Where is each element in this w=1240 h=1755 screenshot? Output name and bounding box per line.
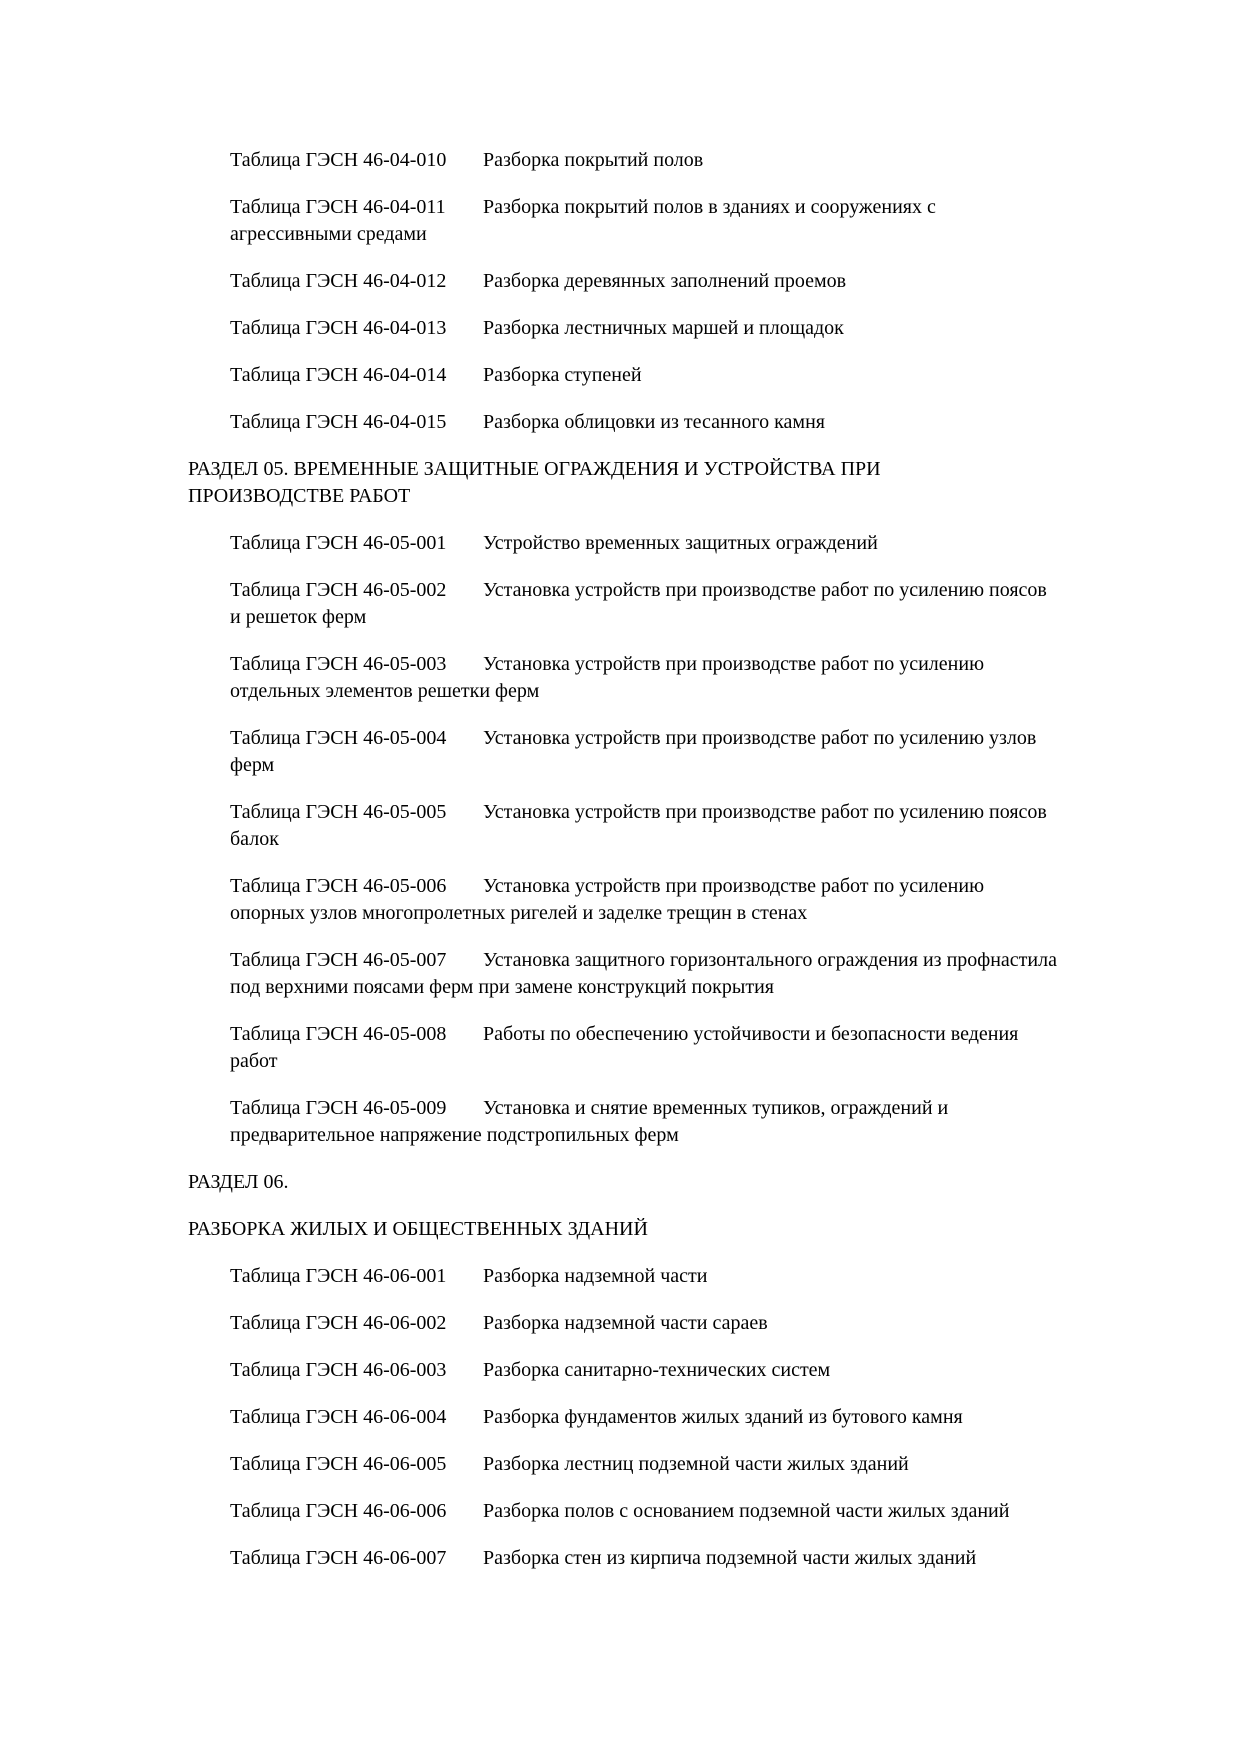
table-title: Работы по обеспечению устойчивости и безопасности ведения работ bbox=[230, 1023, 1019, 1072]
toc-entry-46-06-001 bbox=[230, 1263, 1060, 1290]
table-code: Таблица ГЭСН 46-05-003 bbox=[230, 653, 447, 675]
table-title: Установка устройств при производстве работ по усилению отдельных элементов решетки ферм bbox=[230, 653, 985, 702]
toc-entry-46-06-004 bbox=[230, 1404, 1060, 1431]
table-code: Таблица ГЭСН 46-04-012 bbox=[230, 270, 447, 292]
table-title: Устройство временных защитных ограждений bbox=[483, 532, 878, 554]
table-code: Таблица ГЭСН 46-06-002 bbox=[230, 1312, 447, 1334]
toc-entry-46-05-001 bbox=[230, 530, 1060, 557]
table-code: Таблица ГЭСН 46-05-005 bbox=[230, 801, 447, 823]
table-title: Установка устройств при производстве работ по усилению поясов балок bbox=[230, 801, 1047, 850]
toc-entry-46-06-007 bbox=[230, 1545, 1060, 1572]
table-code: Таблица ГЭСН 46-05-006 bbox=[230, 875, 447, 897]
toc-entry-46-05-005 bbox=[230, 799, 1060, 853]
table-code: Таблица ГЭСН 46-06-001 bbox=[230, 1265, 447, 1287]
section-heading-line: ПРОИЗВОДСТВЕ РАБОТ bbox=[188, 485, 411, 507]
section-heading-05 bbox=[188, 456, 1060, 510]
section-heading-line: РАЗДЕЛ 05. ВРЕМЕННЫЕ ЗАЩИТНЫЕ ОГРАЖДЕНИЯ И УСТРОЙСТВА ПРИ bbox=[188, 458, 881, 480]
table-title: Разборка фундаментов жилых зданий из бутового камня bbox=[483, 1406, 963, 1428]
table-title: Установка устройств при производстве работ по усилению узлов ферм bbox=[230, 727, 1037, 776]
toc-entry-46-05-007 bbox=[230, 947, 1060, 1001]
table-code: Таблица ГЭСН 46-05-002 bbox=[230, 579, 447, 601]
table-title: Разборка покрытий полов bbox=[483, 149, 704, 171]
toc-entry-46-04-013 bbox=[230, 315, 1060, 342]
table-code: Таблица ГЭСН 46-04-015 bbox=[230, 411, 447, 433]
table-title: Разборка лестничных маршей и площадок bbox=[483, 317, 844, 339]
toc-entry-46-06-005 bbox=[230, 1451, 1060, 1478]
table-title: Разборка деревянных заполнений проемов bbox=[483, 270, 847, 292]
toc-entry-46-05-008 bbox=[230, 1021, 1060, 1075]
toc-entry-46-05-009 bbox=[230, 1095, 1060, 1149]
table-title: Установка и снятие временных тупиков, ограждений и предварительное напряжение подстропильных ферм bbox=[230, 1097, 949, 1146]
table-title: Разборка покрытий полов в зданиях и сооружениях с агрессивными средами bbox=[230, 196, 936, 245]
table-code: Таблица ГЭСН 46-05-007 bbox=[230, 949, 447, 971]
table-code: Таблица ГЭСН 46-06-003 bbox=[230, 1359, 447, 1381]
toc-entry-46-06-006 bbox=[230, 1498, 1060, 1525]
table-code: Таблица ГЭСН 46-05-008 bbox=[230, 1023, 447, 1045]
section-heading-line: РАЗБОРКА ЖИЛЫХ И ОБЩЕСТВЕННЫХ ЗДАНИЙ bbox=[188, 1218, 648, 1240]
toc-entry-46-04-010 bbox=[230, 147, 1060, 174]
table-code: Таблица ГЭСН 46-04-010 bbox=[230, 149, 447, 171]
table-title: Разборка стен из кирпича подземной части жилых зданий bbox=[483, 1547, 977, 1569]
table-title: Установка устройств при производстве работ по усилению поясов и решеток ферм bbox=[230, 579, 1047, 628]
table-title: Установка устройств при производстве работ по усилению опорных узлов многопролетных ригелей и заделке трещин в стенах bbox=[230, 875, 985, 924]
table-title: Разборка полов с основанием подземной части жилых зданий bbox=[483, 1500, 1010, 1522]
table-title: Разборка надземной части bbox=[483, 1265, 708, 1287]
table-title: Разборка облицовки из тесанного камня bbox=[483, 411, 825, 433]
toc-entry-46-06-002 bbox=[230, 1310, 1060, 1337]
table-code: Таблица ГЭСН 46-06-004 bbox=[230, 1406, 447, 1428]
table-code: Таблица ГЭСН 46-06-006 bbox=[230, 1500, 447, 1522]
table-title: Разборка лестниц подземной части жилых зданий bbox=[483, 1453, 909, 1475]
table-title: Разборка санитарно-технических систем bbox=[483, 1359, 831, 1381]
table-code: Таблица ГЭСН 46-06-007 bbox=[230, 1547, 447, 1569]
section-heading-06 bbox=[188, 1169, 1060, 1196]
section-heading-line: РАЗДЕЛ 06. bbox=[188, 1171, 289, 1193]
toc-entry-46-05-003 bbox=[230, 651, 1060, 705]
table-title: Разборка ступеней bbox=[483, 364, 642, 386]
toc-entry-46-04-015 bbox=[230, 409, 1060, 436]
toc-entry-46-05-006 bbox=[230, 873, 1060, 927]
toc-entry-46-05-004 bbox=[230, 725, 1060, 779]
toc-entry-46-04-012 bbox=[230, 268, 1060, 295]
table-title: Установка защитного горизонтального ограждения из профнастила под верхними поясами ферм при замене конструкций покрытия bbox=[230, 949, 1057, 998]
toc-entry-46-04-014 bbox=[230, 362, 1060, 389]
section-heading-06-title bbox=[188, 1216, 1060, 1243]
table-code: Таблица ГЭСН 46-04-014 bbox=[230, 364, 447, 386]
table-title: Разборка надземной части сараев bbox=[483, 1312, 768, 1334]
toc-entry-46-05-002 bbox=[230, 577, 1060, 631]
table-code: Таблица ГЭСН 46-04-013 bbox=[230, 317, 447, 339]
toc-entry-46-04-011 bbox=[230, 194, 1060, 248]
toc-entry-46-06-003 bbox=[230, 1357, 1060, 1384]
table-code: Таблица ГЭСН 46-04-011 bbox=[230, 196, 446, 218]
table-code: Таблица ГЭСН 46-05-004 bbox=[230, 727, 447, 749]
table-code: Таблица ГЭСН 46-05-009 bbox=[230, 1097, 447, 1119]
table-code: Таблица ГЭСН 46-06-005 bbox=[230, 1453, 447, 1475]
table-code: Таблица ГЭСН 46-05-001 bbox=[230, 532, 447, 554]
